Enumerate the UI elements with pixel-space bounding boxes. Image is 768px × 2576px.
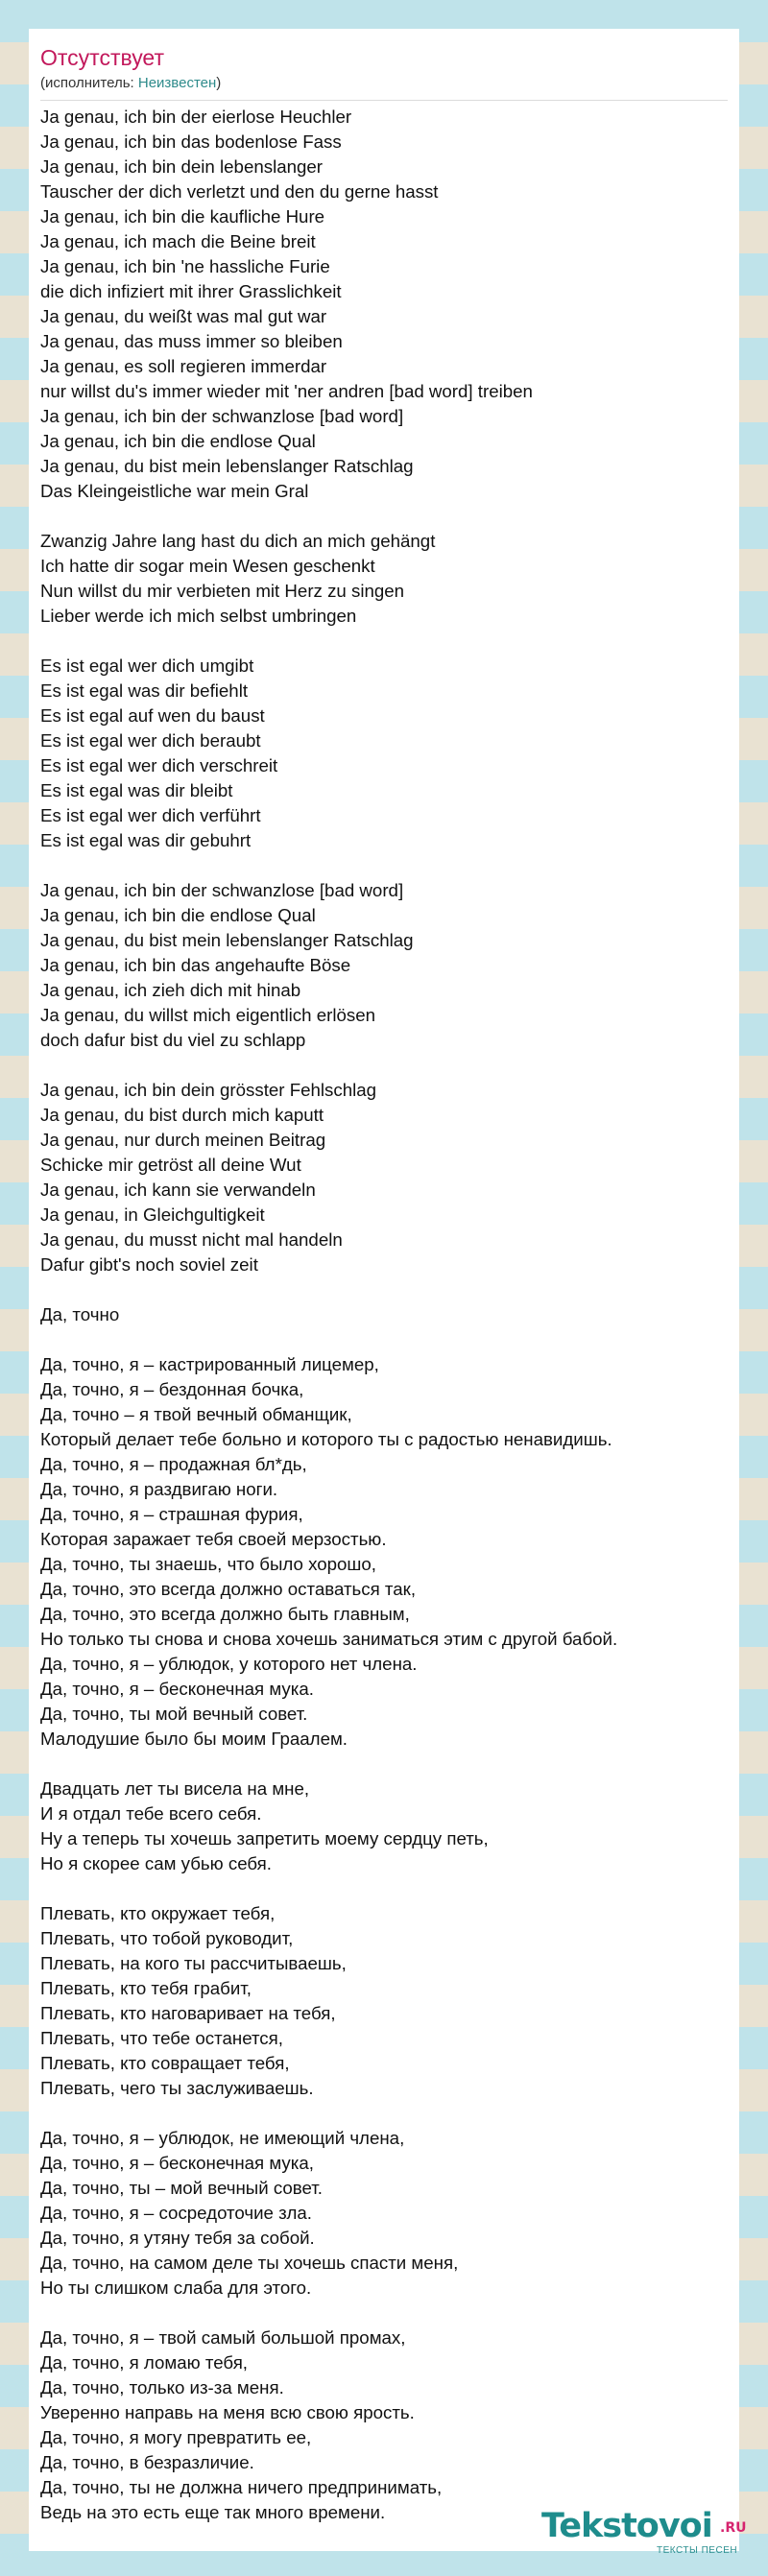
stanza-break bbox=[40, 2101, 728, 2126]
lyric-line: Которая заражает тебя своей мерзостью. bbox=[40, 1529, 387, 1549]
stanza-break bbox=[40, 1752, 728, 1777]
lyric-line: Да, точно, ты не должна ничего предпринимать, bbox=[40, 2477, 443, 2497]
lyric-line: Lieber werde ich mich selbst umbringen bbox=[40, 606, 357, 626]
lyric-line: Ja genau, ich zieh dich mit hinab bbox=[40, 980, 301, 1000]
lyric-line: Ja genau, ich bin der eierlose Heuchler bbox=[40, 107, 352, 127]
artist-line bbox=[40, 75, 728, 92]
lyric-line: Да, точно, я – ублюдок, у которого нет члена. bbox=[40, 1654, 418, 1674]
lyric-line: Плевать, что тебе останется, bbox=[40, 2028, 283, 2048]
artist-suffix: ) bbox=[216, 75, 222, 91]
lyric-line: die dich infiziert mit ihrer Grasslichkeit bbox=[40, 281, 342, 301]
logo-brand: Tekstovoi bbox=[541, 2507, 712, 2545]
lyric-line: Но только ты снова и снова хочешь заниматься этим с другой бабой. bbox=[40, 1629, 618, 1649]
stanza-break bbox=[40, 629, 728, 654]
lyric-line: Ja genau, du bist mein lebenslanger Ratschlag bbox=[40, 456, 414, 476]
lyric-line: Es ist egal was dir befiehlt bbox=[40, 680, 249, 701]
lyric-line: Да, точно, на самом деле ты хочешь спасти меня, bbox=[40, 2253, 459, 2273]
lyric-line: Ja genau, ich kann sie verwandeln bbox=[40, 1180, 316, 1200]
song-title: Отсутствует bbox=[40, 45, 164, 70]
lyric-line: Dafur gibt's noch soviel zeit bbox=[40, 1254, 258, 1275]
lyric-line: Ну а теперь ты хочешь запретить моему сердцу петь, bbox=[40, 1828, 489, 1849]
lyric-line: Но ты слишком слаба для этого. bbox=[40, 2278, 312, 2298]
lyric-line: Ja genau, ich mach die Beine breit bbox=[40, 231, 316, 251]
lyric-line: Ja genau, du musst nicht mal handeln bbox=[40, 1229, 343, 1250]
stanza-break bbox=[40, 1277, 728, 1302]
lyric-line: Ja genau, nur durch meinen Beitrag bbox=[40, 1130, 326, 1150]
lyric-line: Ja genau, das muss immer so bleiben bbox=[40, 331, 343, 351]
lyric-line: Ведь на это есть еще так много времени. bbox=[40, 2502, 386, 2522]
lyric-line: Да, точно, я могу превратить ее, bbox=[40, 2427, 312, 2447]
stanza-break bbox=[40, 1053, 728, 1078]
lyric-line: Ja genau, ich bin dein lebenslanger bbox=[40, 156, 324, 177]
lyric-line: Уверенно направь на меня всю свою ярость. bbox=[40, 2402, 415, 2422]
lyric-line: Ja genau, ich bin die endlose Qual bbox=[40, 905, 316, 925]
logo-tld: .RU bbox=[720, 2520, 747, 2536]
lyric-line: Ja genau, ich bin die endlose Qual bbox=[40, 431, 316, 451]
lyric-line: Плевать, кто тебя грабит, bbox=[40, 1978, 252, 1998]
lyric-line: Да, точно, я – бесконечная мука, bbox=[40, 2153, 314, 2173]
lyric-line: Плевать, кто окружает тебя, bbox=[40, 1903, 276, 1923]
lyric-line: Да, точно, я раздвигаю ноги. bbox=[40, 1479, 278, 1499]
lyric-line: Плевать, чего ты заслуживаешь. bbox=[40, 2078, 314, 2098]
lyric-line: Да, точно, я – твой самый большой промах, bbox=[40, 2327, 406, 2348]
lyric-line: Ja genau, ich bin das angehaufte Böse bbox=[40, 955, 351, 975]
lyric-line: Ja genau, ich bin der schwanzlose [bad word] bbox=[40, 406, 404, 426]
lyric-line: Ja genau, ich bin das bodenlose Fass bbox=[40, 131, 342, 152]
lyric-line: Да, точно, ты мой вечный совет. bbox=[40, 1704, 308, 1724]
lyric-line: Es ist egal was dir gebuhrt bbox=[40, 830, 252, 850]
lyrics-text bbox=[29, 101, 739, 2525]
lyric-line: Плевать, на кого ты рассчитываешь, bbox=[40, 1953, 347, 1973]
lyric-line: Zwanzig Jahre lang hast du dich an mich gehängt bbox=[40, 531, 436, 551]
lyric-line: Двадцать лет ты висела на мне, bbox=[40, 1778, 310, 1799]
logo-tagline: ТЕКСТЫ ПЕСЕН bbox=[657, 2545, 738, 2556]
lyric-line: Tauscher der dich verletzt und den du gerne hasst bbox=[40, 181, 439, 202]
lyrics-page bbox=[29, 29, 739, 2551]
lyric-line: Плевать, кто совращает тебя, bbox=[40, 2053, 290, 2073]
lyric-line: Das Kleingeistliche war mein Gral bbox=[40, 481, 309, 501]
lyric-line: Ja genau, du weißt was mal gut war bbox=[40, 306, 327, 326]
stanza-break bbox=[40, 853, 728, 878]
lyric-line: Es ist egal wer dich verschreit bbox=[40, 755, 278, 775]
lyric-line: Es ist egal wer dich beraubt bbox=[40, 730, 261, 751]
lyric-line: Да, точно, я – сосредоточие зла. bbox=[40, 2203, 312, 2223]
lyric-line: Да, точно, я – бесконечная мука. bbox=[40, 1679, 314, 1699]
lyric-line: Да, точно, в безразличие. bbox=[40, 2452, 254, 2472]
lyric-line: nur willst du's immer wieder mit 'ner andren [bad word] treiben bbox=[40, 381, 533, 401]
stanza-break bbox=[40, 2301, 728, 2326]
lyric-line: Плевать, что тобой руководит, bbox=[40, 1928, 294, 1948]
lyric-line: Es ist egal was dir bleibt bbox=[40, 780, 233, 800]
lyric-line: Schicke mir getröst all deine Wut bbox=[40, 1155, 301, 1175]
lyric-line: Плевать, кто наговаривает на тебя, bbox=[40, 2003, 336, 2023]
stanza-break bbox=[40, 1327, 728, 1352]
song-header bbox=[29, 29, 739, 101]
lyric-line: Ja genau, es soll regieren immerdar bbox=[40, 356, 327, 376]
lyric-line: Es ist egal wer dich verführt bbox=[40, 805, 261, 825]
lyric-line: Ja genau, ich bin 'ne hassliche Furie bbox=[40, 256, 330, 276]
lyric-line: Да, точно, я – страшная фурия, bbox=[40, 1504, 303, 1524]
lyric-line: Ja genau, du willst mich eigentlich erlösen bbox=[40, 1005, 376, 1025]
lyric-line: Да, точно, это всегда должно быть главным, bbox=[40, 1604, 410, 1624]
lyric-line: И я отдал тебе всего себя. bbox=[40, 1803, 262, 1824]
lyric-line: Да, точно, я – продажная бл*дь, bbox=[40, 1454, 307, 1474]
lyric-line: Es ist egal auf wen du baust bbox=[40, 705, 265, 726]
lyric-line: Малодушие было бы моим Граалем. bbox=[40, 1729, 348, 1749]
lyric-line: Ich hatte dir sogar mein Wesen geschenkt bbox=[40, 556, 375, 576]
lyric-line: Да, точно – я твой вечный обманщик, bbox=[40, 1404, 352, 1424]
lyric-line: Да, точно, я – кастрированный лицемер, bbox=[40, 1354, 379, 1374]
artist-prefix: (исполнитель: bbox=[40, 75, 138, 91]
lyric-line: Да, точно, я – бездонная бочка, bbox=[40, 1379, 304, 1399]
lyric-line: Ja genau, ich bin der schwanzlose [bad word] bbox=[40, 880, 404, 900]
artist-link[interactable]: Неизвестен bbox=[137, 75, 217, 91]
stanza-break bbox=[40, 1876, 728, 1901]
lyric-line: Да, точно bbox=[40, 1304, 120, 1324]
lyric-line: Да, точно, ты знаешь, что было хорошо, bbox=[40, 1554, 376, 1574]
lyric-line: Но я скорее сам убью себя. bbox=[40, 1853, 272, 1873]
lyric-line: Да, точно, это всегда должно оставаться так, bbox=[40, 1579, 417, 1599]
lyric-line: Nun willst du mir verbieten mit Herz zu singen bbox=[40, 581, 405, 601]
lyric-line: Который делает тебе больно и которого ты с радостью ненавидишь. bbox=[40, 1429, 612, 1449]
lyric-line: Да, точно, я ломаю тебя, bbox=[40, 2352, 249, 2373]
lyric-line: doch dafur bist du viel zu schlapp bbox=[40, 1030, 306, 1050]
lyric-line: Ja genau, du bist mein lebenslanger Ratschlag bbox=[40, 930, 414, 950]
lyric-line: Да, точно, ты – мой вечный совет. bbox=[40, 2178, 323, 2198]
site-logo[interactable] bbox=[541, 2507, 753, 2561]
lyric-line: Ja genau, ich bin die kaufliche Hure bbox=[40, 206, 325, 227]
lyric-line: Ja genau, ich bin dein grösster Fehlschlag bbox=[40, 1080, 377, 1100]
stanza-break bbox=[40, 504, 728, 529]
lyric-line: Да, точно, я утяну тебя за собой. bbox=[40, 2228, 315, 2248]
lyric-line: Да, точно, только из-за меня. bbox=[40, 2377, 284, 2397]
lyric-line: Да, точно, я – ублюдок, не имеющий члена, bbox=[40, 2128, 405, 2148]
lyric-line: Ja genau, du bist durch mich kaputt bbox=[40, 1105, 324, 1125]
lyric-line: Ja genau, in Gleichgultigkeit bbox=[40, 1205, 265, 1225]
lyric-line: Es ist egal wer dich umgibt bbox=[40, 656, 254, 676]
